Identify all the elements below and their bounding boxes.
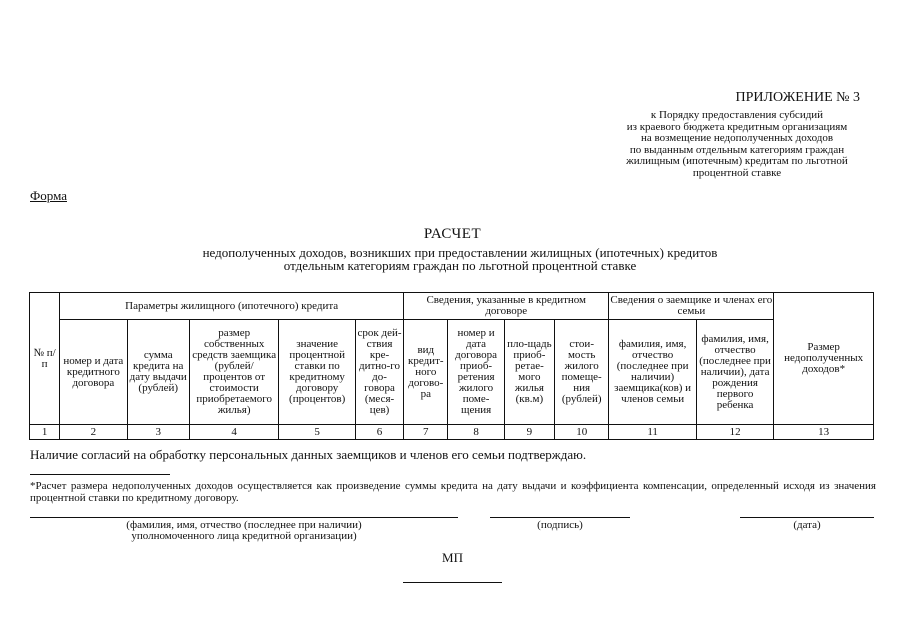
- form-label: Форма: [30, 188, 67, 203]
- col-header: номер и дата кредитного договора: [60, 320, 127, 425]
- footnote-divider: [30, 474, 170, 475]
- col-header: стои-мость жилого помеще-ния (рублей): [555, 320, 609, 425]
- subtitle-line: недополученных доходов, возникших при предоставлении жилищных (ипотечных) кредитов: [202, 245, 718, 260]
- column-number: 1: [30, 425, 60, 440]
- column-number: 6: [355, 425, 403, 440]
- signature-label: (подпись): [537, 519, 583, 531]
- signature-name-line: [30, 517, 458, 518]
- column-number: 7: [404, 425, 448, 440]
- subtitle-line: отдельным категориям граждан по льготной процентной ставке: [283, 258, 637, 273]
- appendix-subtitle-line: жилищным (ипотечным) кредитам по льготной: [626, 155, 848, 167]
- col-header: фамилия, имя, отчество (последнее при наличии), дата рождения первого ребенка: [696, 320, 773, 425]
- col-header: сумма кредита на дату выдачи (рублей): [127, 320, 189, 425]
- col-header: срок дей-ствия кре-дитно-го до-говора (меся-цев): [355, 320, 403, 425]
- column-number: 10: [555, 425, 609, 440]
- column-number: 4: [189, 425, 279, 440]
- column-number: 13: [774, 425, 874, 440]
- appendix-subtitle-line: из краевого бюджета кредитным организациям: [626, 120, 848, 133]
- column-number: 8: [448, 425, 504, 440]
- document-subtitle: [60, 246, 860, 272]
- stamp-line: [403, 582, 502, 583]
- consent-confirmation: Наличие согласий на обработку персональных данных заемщиков и членов его семьи подтверждаю.: [30, 447, 587, 462]
- column-number: 12: [696, 425, 773, 440]
- footnote: *Расчет размера недополученных доходов осуществляется как произведение суммы кредита на дату выдачи и коэффициента компенсации, определенный исходя из значения процентной ставки по кредитному договору.: [30, 480, 876, 504]
- col-header: размер собственных средств заемщика (рублей/ процентов от стоимости приобретаемого жилья): [189, 320, 279, 425]
- appendix-title: ПРИЛОЖЕНИЕ № 3: [735, 90, 860, 105]
- signature-line: [490, 517, 630, 518]
- calculation-table: [29, 292, 874, 440]
- column-number: 2: [60, 425, 127, 440]
- appendix-subtitle-line: процентной ставке: [692, 166, 782, 179]
- document-title: РАСЧЕТ: [423, 226, 482, 242]
- column-number: 3: [127, 425, 189, 440]
- appendix-subtitle: [600, 110, 874, 179]
- col-header-lost-income: Размер недополученных доходов*: [774, 293, 874, 425]
- appendix-subtitle-line: к Порядку предоставления субсидий: [650, 109, 824, 121]
- signature-name-label-line: (фамилия, имя, отчество (последнее при наличии): [126, 519, 362, 531]
- signature-name-label-line: уполномоченного лица кредитной организации): [131, 530, 357, 542]
- column-number: 11: [609, 425, 697, 440]
- stamp-label: МП: [442, 550, 463, 565]
- col-header: вид кредит-ного догово-ра: [404, 320, 448, 425]
- date-line: [740, 517, 874, 518]
- group-header-contract-info: Сведения, указанные в кредитном договоре: [404, 293, 609, 320]
- col-header: значение процентной ставки по кредитному договору (процентов): [279, 320, 355, 425]
- group-header-credit-params: Параметры жилищного (ипотечного) кредита: [60, 293, 404, 320]
- appendix-subtitle-line: на возмещение недополученных доходов: [640, 132, 834, 144]
- col-header: номер и дата договора приоб-ретения жилого поме-щения: [448, 320, 504, 425]
- col-header: фамилия, имя, отчество (последнее при наличии) заемщика(ков) и членов семьи: [609, 320, 697, 425]
- col-header-number: № п/п: [30, 293, 60, 425]
- date-label: (дата): [793, 519, 821, 531]
- column-number: 9: [504, 425, 554, 440]
- col-header: пло-щадь приоб-ретае-мого жилья (кв.м): [504, 320, 554, 425]
- signature-name-label: [30, 520, 458, 542]
- column-number: 5: [279, 425, 355, 440]
- group-header-borrower-info: Сведения о заемщике и членах его семьи: [609, 293, 774, 320]
- appendix-subtitle-line: по выданным отдельным категориям граждан: [629, 143, 845, 156]
